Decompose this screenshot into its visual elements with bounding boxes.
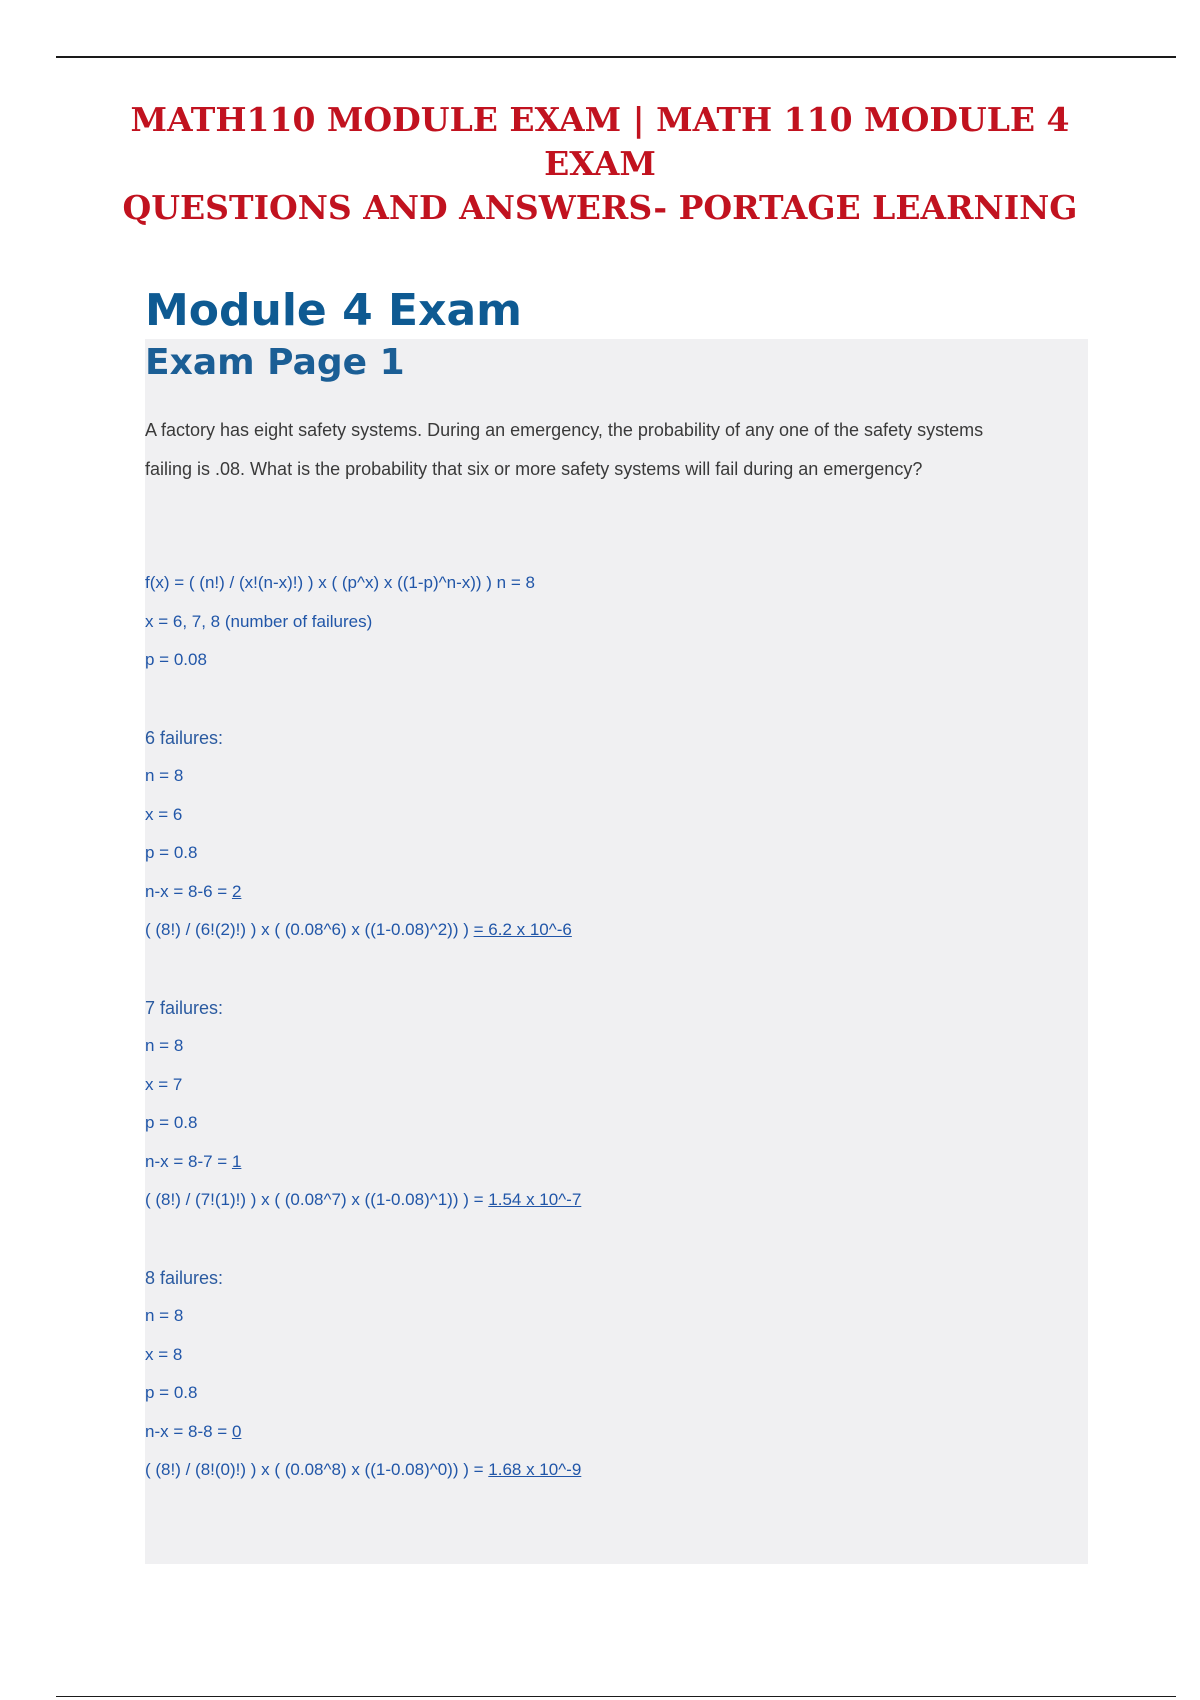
case-heading: 7 failures: (145, 997, 224, 1018)
calculation-result: 1.68 x 10^-9 (488, 1460, 582, 1479)
module-title: Module 4 Exam (145, 285, 522, 336)
question-text: A factory has eight safety systems. During an emergency, the probability of any one of the safety systems failing is .08. What is the probability that six or more safety systems will fail during an emergency? (145, 420, 984, 479)
calculation-expression: ( (8!) / (8!(0)!) ) x ( (0.08^8) x ((1-0.08)^0)) ) = (145, 1460, 489, 1479)
answer-block (145, 564, 1025, 1490)
spacer (145, 1220, 1025, 1259)
case-x: x = 6 (145, 804, 183, 824)
case-p: p = 0.8 (145, 1383, 198, 1402)
x-values: x = 6, 7, 8 (number of failures) (145, 611, 373, 631)
case-p: p = 0.8 (145, 1113, 198, 1132)
exam-page-title: Exam Page 1 (145, 342, 405, 383)
document-title (100, 98, 1100, 230)
n-minus-x-result: 0 (231, 1421, 242, 1441)
case-x: x = 7 (145, 1074, 183, 1094)
case-6-failures (145, 719, 1025, 950)
n-minus-x-expression: n-x = 8-7 = (145, 1151, 232, 1171)
case-calculation (145, 1181, 1025, 1220)
case-n-minus-x (145, 1413, 1025, 1452)
document-title-line-2: QUESTIONS AND ANSWERS- PORTAGE LEARNING (122, 188, 1078, 227)
case-heading: 8 failures: (145, 1267, 224, 1288)
case-calculation (145, 911, 1025, 950)
case-calculation (145, 1451, 1025, 1490)
case-n-minus-x (145, 1143, 1025, 1182)
spacer (145, 680, 1025, 719)
case-n: n = 8 (145, 1306, 184, 1325)
document-title-line-1: MATH110 MODULE EXAM | MATH 110 MODULE 4 EXAM (130, 100, 1070, 183)
n-minus-x-expression: n-x = 8-6 = (145, 881, 232, 901)
bottom-rule (56, 1696, 1176, 1697)
calculation-expression: ( (8!) / (7!(1)!) ) x ( (0.08^7) x ((1-0.08)^1)) ) = (145, 1190, 489, 1209)
case-p: p = 0.8 (145, 843, 198, 862)
n-minus-x-result: 1 (231, 1151, 242, 1171)
case-7-failures (145, 989, 1025, 1220)
n-minus-x-result: 2 (231, 881, 242, 901)
binomial-formula: f(x) = ( (n!) / (x!(n-x)!) ) x ( (p^x) x ((1-p)^n-x)) ) n = 8 (145, 573, 535, 592)
calculation-result: 1.54 x 10^-7 (488, 1190, 582, 1209)
p-value: p = 0.08 (145, 650, 207, 669)
case-heading: 6 failures: (145, 727, 224, 748)
case-n-minus-x (145, 873, 1025, 912)
spacer (145, 950, 1025, 989)
calculation-expression: ( (8!) / (6!(2)!) ) x ( (0.08^6) x ((1-0.08)^2)) ) (145, 920, 474, 939)
top-rule (56, 56, 1176, 58)
calculation-result: = 6.2 x 10^-6 (473, 920, 572, 939)
case-x: x = 8 (145, 1344, 183, 1364)
case-n: n = 8 (145, 766, 184, 785)
n-minus-x-expression: n-x = 8-8 = (145, 1421, 232, 1441)
case-n: n = 8 (145, 1036, 184, 1055)
case-8-failures (145, 1259, 1025, 1490)
